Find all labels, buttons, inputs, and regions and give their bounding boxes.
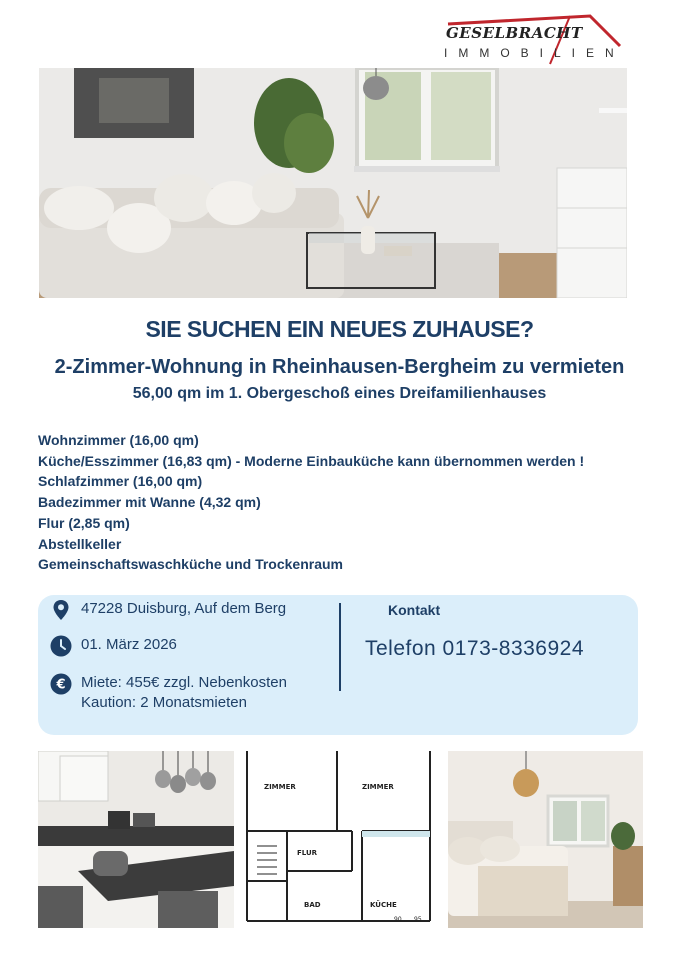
rent-row [50, 673, 287, 713]
rent-details [81, 673, 287, 713]
floor-plan [242, 751, 440, 928]
availability-date: 01. März 2026 [81, 636, 177, 653]
rent-text: Miete: 455€ zzgl. Nebenkosten [81, 674, 287, 691]
feature-list [38, 430, 584, 575]
floorplan-label: FLUR [297, 849, 318, 857]
feature-item: Wohnzimmer (16,00 qm) [38, 432, 199, 448]
bedroom-photo [448, 751, 643, 928]
kitchen-photo [38, 751, 234, 928]
location-pin-icon [50, 599, 72, 621]
clock-icon [50, 635, 72, 657]
contact-title: Kontakt [388, 602, 441, 618]
subheadline: 2-Zimmer-Wohnung in Rheinhausen-Bergheim zu vermieten [54, 356, 625, 378]
floorplan-label: ZIMMER [362, 783, 394, 791]
address-text: 47228 Duisburg, Auf dem Berg [81, 600, 287, 617]
date-row [50, 635, 177, 657]
floorplan-label: KÜCHE [370, 901, 397, 909]
feature-item: Abstellkeller [38, 535, 122, 552]
company-logo [440, 12, 630, 70]
living-room-photo [39, 68, 627, 298]
feature-item: Flur (2,85 qm) [38, 514, 130, 531]
address-row [50, 599, 286, 621]
floorplan-label: BAD [304, 901, 321, 909]
euro-icon [50, 673, 72, 695]
feature-item: Gemeinschaftswaschküche und Trockenraum [38, 556, 343, 573]
feature-item: Schlafzimmer (16,00 qm) [38, 473, 203, 490]
feature-item: Badezimmer mit Wanne (4,32 qm) [38, 494, 261, 511]
headline: SIE SUCHEN EIN NEUES ZUHAUSE? [145, 316, 534, 342]
divider [339, 603, 341, 691]
floorplan-dimension: 90 [394, 916, 402, 923]
feature-item: Küche/Esszimmer (16,83 qm) - Moderne Einbauküche kann übernommen werden ! [38, 452, 585, 469]
info-box [38, 595, 638, 735]
logo-name: GESELBRACHT [446, 24, 583, 42]
svg-text:€: € [56, 677, 66, 693]
deposit-text: Kaution: 2 Monatsmieten [81, 694, 247, 711]
contact-phone[interactable]: Telefon 0173-8336924 [365, 637, 585, 660]
floorplan-label: ZIMMER [264, 783, 296, 791]
size-line: 56,00 qm im 1. Obergeschoß eines Dreifamilienhauses [132, 385, 547, 402]
logo-subtitle: IMMOBILIEN [444, 46, 625, 60]
floorplan-dimension: 95 [414, 916, 422, 923]
